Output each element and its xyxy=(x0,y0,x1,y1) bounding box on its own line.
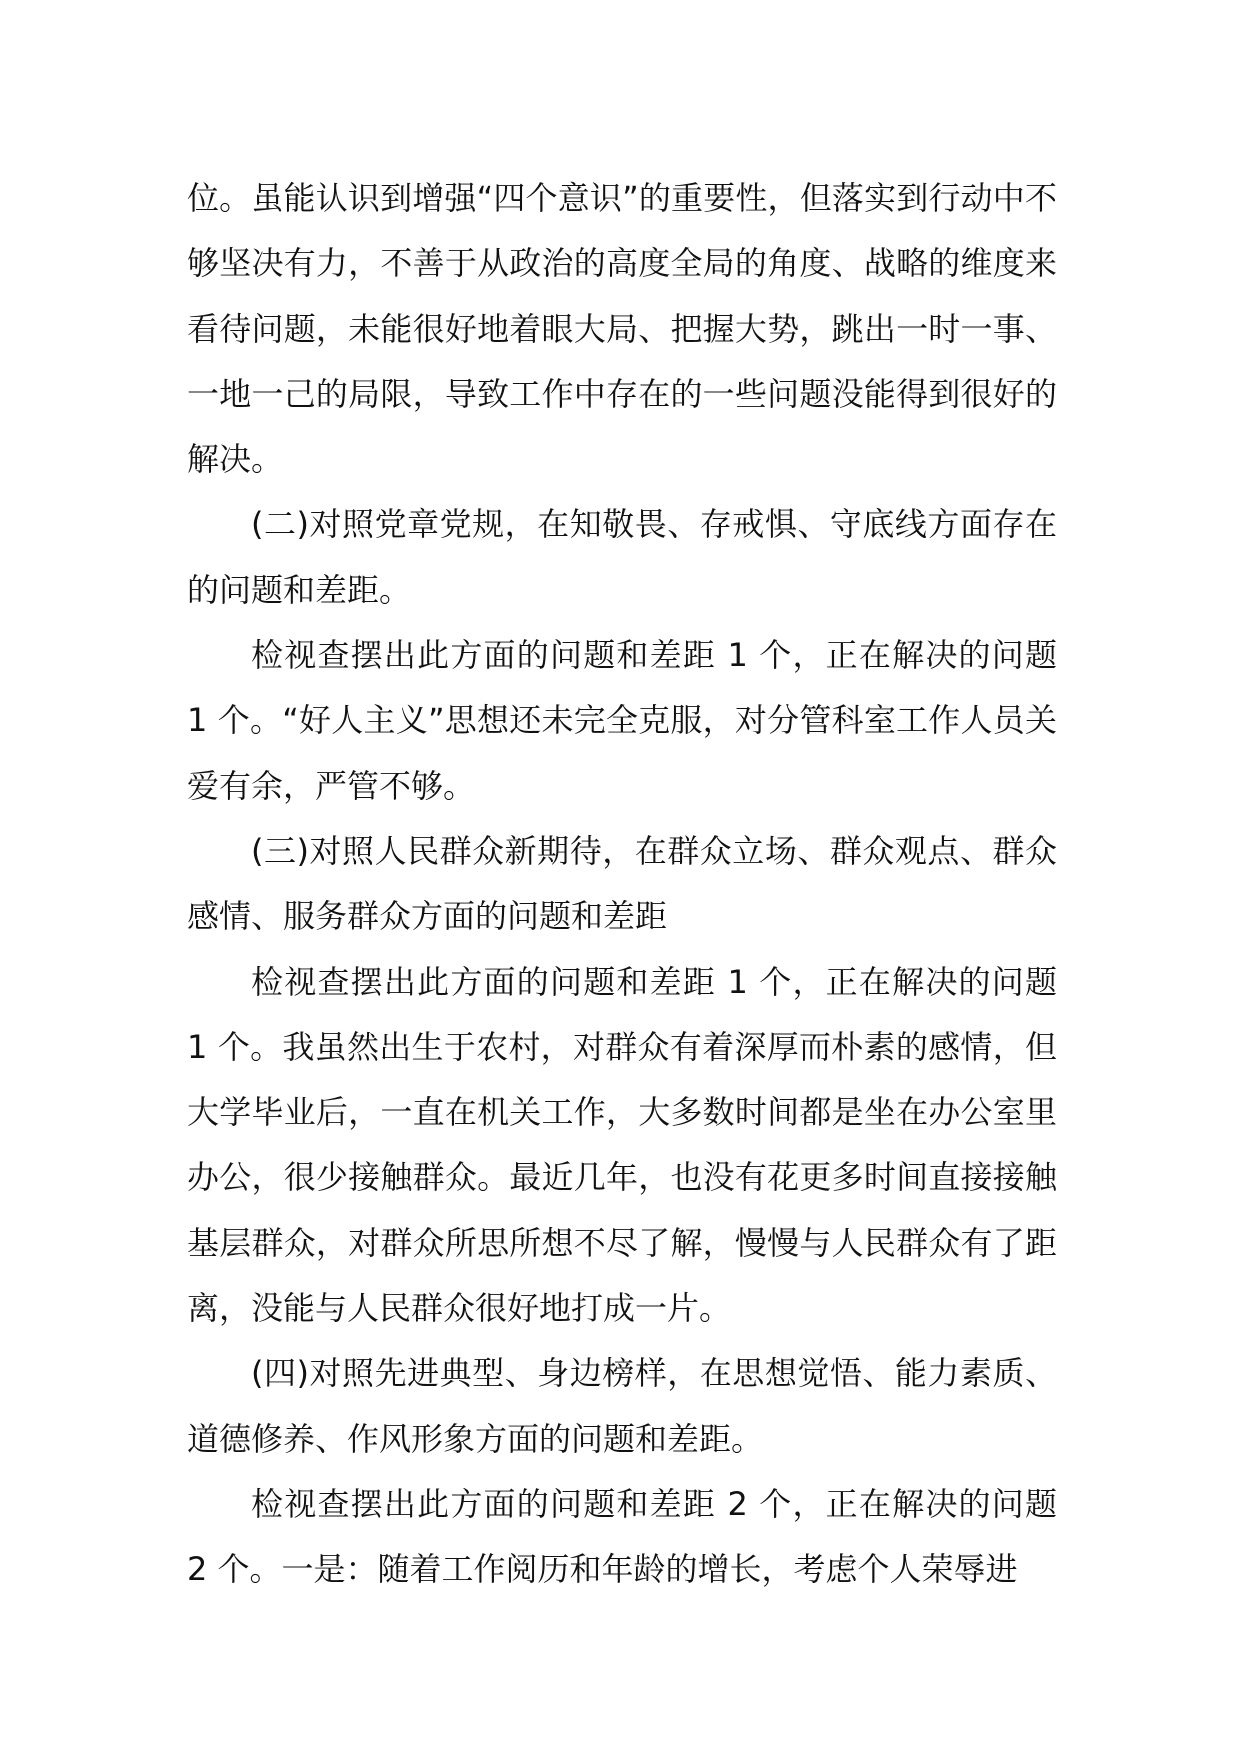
section-heading-3: (三)对照人民群众新期待，在群众立场、群众观点、群众感情、服务群众方面的问题和差距 xyxy=(187,831,1057,936)
paragraph-continuation: 位。虽能认识到增强“四个意识”的重要性，但落实到行动中不够坚决有力，不善于从政治的高度全局的角度、战略的维度来看待问题，未能很好地着眼大局、把握大势，跳出一时一事、一地一己的局限，导致工作中存在的一些问题没能得到很好的解决。 xyxy=(187,179,1057,479)
paragraph-section-3-body: 检视查摆出此方面的问题和差距 1 个，正在解决的问题 1 个。我虽然出生于农村，对群众有着深厚而朴素的感情，但大学毕业后，一直在机关工作，大多数时间都是坐在办公室里办公，很少接触群众。最近几年，也没有花更多时间直接接触基层群众，对群众所思所想不尽了解，慢慢与人民群众有了距离，没能与人民群众很好地打成一片。 xyxy=(187,962,1057,1328)
section-heading-2: (二)对照党章党规，在知敬畏、存戒惧、守底线方面存在的问题和差距。 xyxy=(187,505,1057,609)
paragraph-section-2-body: 检视查摆出此方面的问题和差距 1 个，正在解决的问题 1 个。“好人主义”思想还未完全克服，对分管科室工作人员关爱有余，严管不够。 xyxy=(187,636,1057,805)
paragraph-section-4-body: 检视查摆出此方面的问题和差距 2 个，正在解决的问题 2 个。一是：随着工作阅历和年龄的增长，考虑个人荣辱进 xyxy=(187,1484,1057,1589)
section-heading-4: (四)对照先进典型、身边榜样，在思想觉悟、能力素质、道德修养、作风形象方面的问题和差距。 xyxy=(187,1354,1057,1458)
document-body xyxy=(187,166,1057,1603)
